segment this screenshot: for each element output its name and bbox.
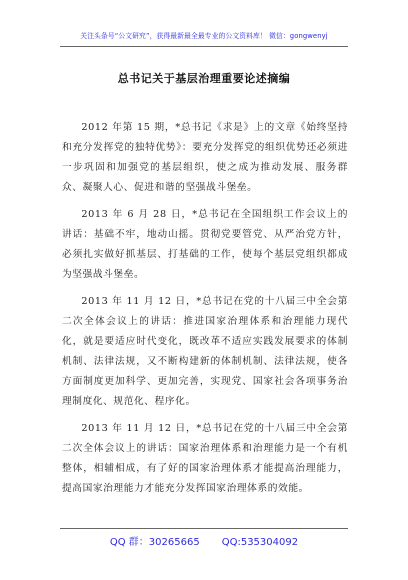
footer-qq: QQ:535304092: [221, 537, 299, 548]
header-divider: [60, 46, 348, 47]
footer-divider: [60, 528, 348, 529]
paragraph-1: 2012 年第 15 期，*总书记《求是》上的文章《始终坚持和充分发挥党的独特优势》：要充分发挥党的组织优势还必须进一步巩固和加强党的基层组织，使之成为推动发展、服务群众、凝聚人心、促进和谐的坚强战斗堡垒。: [62, 122, 348, 193]
document-body: [62, 118, 348, 506]
header-banner: 关注头条号“公文研究”，获得最新最全最专业的公文资料库！ 微信：gongwenyj: [80, 32, 328, 40]
document-title: 总书记关于基层治理重要论述摘编: [117, 72, 291, 85]
paragraph-2: 2013 年 6 月 28 日，*总书记在全国组织工作会议上的讲话：基础不牢，地动山摇。贯彻党要管党、从严治党方针，必须扎实做好抓基层、打基础的工作，使每个基层党组织都成为坚强战斗堡垒。: [62, 209, 348, 280]
footer-qq-group: QQ 群：30265665: [109, 537, 200, 548]
paragraph-3: 2013 年 11 月 12 日，*总书记在党的十八届三中全会第二次全体会议上的讲话：推进国家治理体系和治理能力现代化，就是要适应时代变化，既改革不适应实践发展要求的体制机制、法律法规，又不断构建新的体制机制、法律法规，使各方面制度更加科学、更加完善，实现党、国家社会各项事务治理制度化、规范化、程序化。: [62, 296, 348, 407]
footer: [0, 533, 408, 548]
paragraph-4: 2013 年 11 月 12 日，*总书记在党的十八届三中全会第二次全体会议上的讲话：国家治理体系和治理能力是一个有机整体，相辅相成，有了好的国家治理体系才能提高治理能力，提高国家治理能力才能充分发挥国家治理体系的效能。: [62, 423, 348, 494]
